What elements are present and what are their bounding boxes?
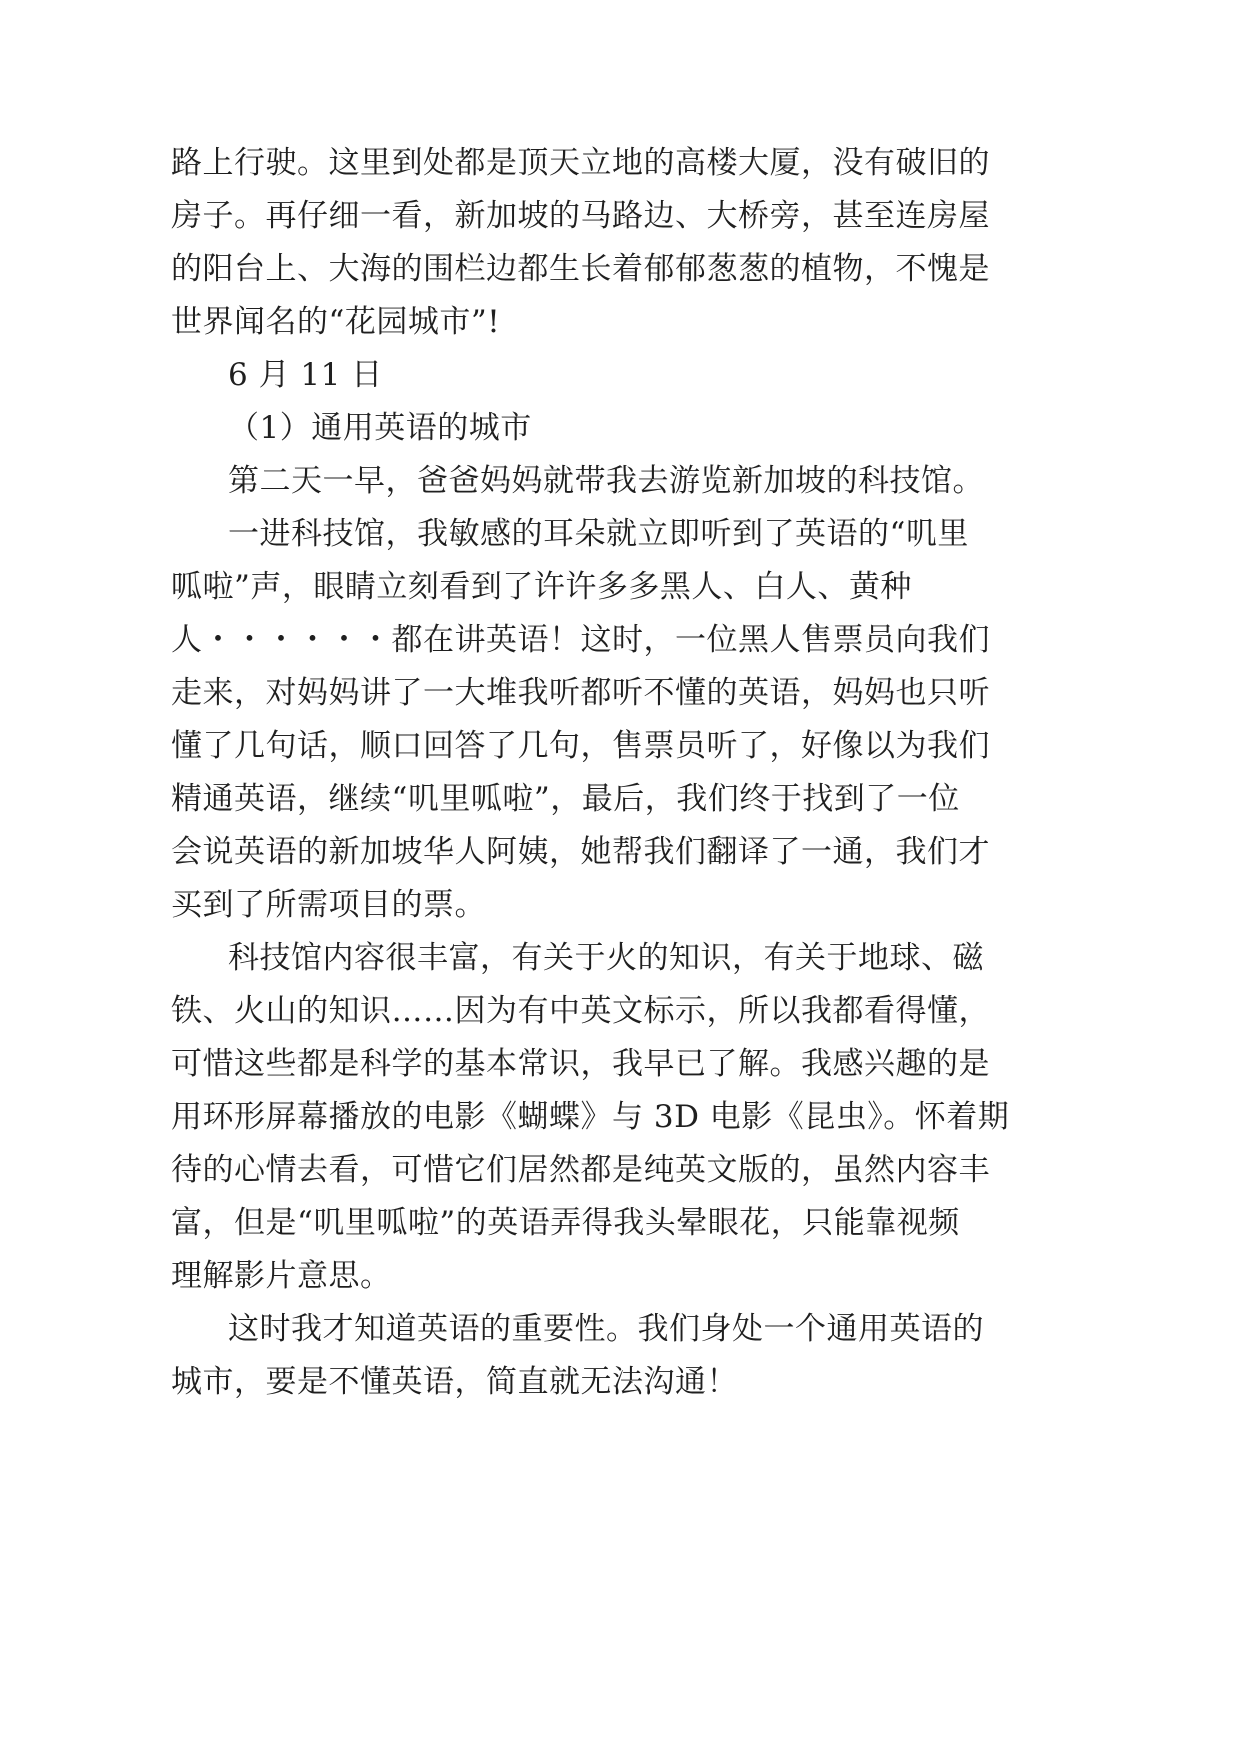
text-line: 可惜这些都是科学的基本常识，我早已了解。我感兴趣的是 <box>171 1046 990 1082</box>
text-line: 人・・・・・・都在讲英语！这时，一位黑人售票员向我们 <box>171 622 990 658</box>
text-line: 精通英语，继续“叽里呱啦”，最后，我们终于找到了一位 <box>171 781 960 817</box>
text-line: 买到了所需项目的票。 <box>171 887 486 923</box>
text-line: 的阳台上、大海的围栏边都生长着郁郁葱葱的植物，不愧是 <box>171 251 990 287</box>
text-line: 这时我才知道英语的重要性。我们身处一个通用英语的 <box>228 1311 984 1347</box>
text-line: 科技馆内容很丰富，有关于火的知识，有关于地球、磁 <box>228 940 984 976</box>
text-line: 第二天一早，爸爸妈妈就带我去游览新加坡的科技馆。 <box>228 463 984 499</box>
text-line: 待的心情去看，可惜它们居然都是纯英文版的，虽然内容丰 <box>171 1152 990 1188</box>
section-heading: （1）通用英语的城市 <box>228 410 532 446</box>
date-heading: 6 月 11 日 <box>228 357 383 393</box>
text-line: 用环形屏幕播放的电影《蝴蝶》与 3D 电影《昆虫》。怀着期 <box>171 1099 1010 1135</box>
text-line: 城市，要是不懂英语，简直就无法沟通！ <box>171 1364 738 1400</box>
text-line: 一进科技馆，我敏感的耳朵就立即听到了英语的“叽里 <box>228 516 969 552</box>
text-line: 路上行驶。这里到处都是顶天立地的高楼大厦，没有破旧的 <box>171 145 990 181</box>
text-line: 呱啦”声，眼睛立刻看到了许许多多黑人、白人、黄种 <box>171 569 912 605</box>
text-line: 会说英语的新加坡华人阿姨，她帮我们翻译了一通，我们才 <box>171 834 990 870</box>
text-line: 懂了几句话，顺口回答了几句，售票员听了，好像以为我们 <box>171 728 990 764</box>
text-line: 世界闻名的“花园城市”! <box>171 304 501 340</box>
text-line: 理解影片意思。 <box>171 1258 392 1294</box>
text-line: 铁、火山的知识……因为有中英文标示，所以我都看得懂， <box>171 993 990 1029</box>
text-line: 富，但是“叽里呱啦”的英语弄得我头晕眼花，只能靠视频 <box>171 1205 960 1241</box>
text-line: 房子。再仔细一看，新加坡的马路边、大桥旁，甚至连房屋 <box>171 198 990 234</box>
text-line: 走来，对妈妈讲了一大堆我听都听不懂的英语，妈妈也只听 <box>171 675 990 711</box>
